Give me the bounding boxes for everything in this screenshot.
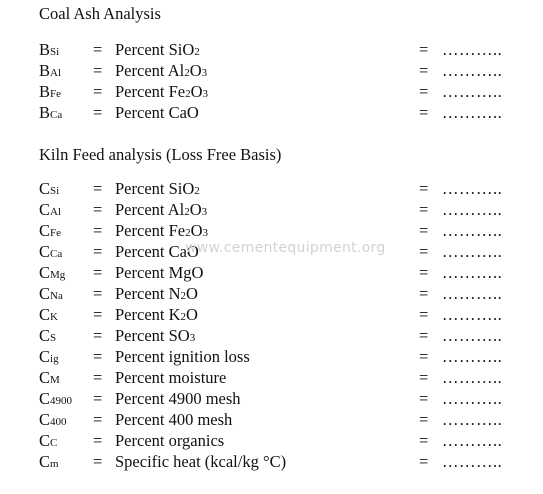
variable-description: Percent moisture (115, 368, 227, 387)
list-item (39, 452, 519, 473)
variable-symbol: CNa (39, 284, 63, 303)
equals-sign: = (419, 347, 429, 366)
equals-sign: = (419, 82, 429, 101)
kiln-feed-heading: Kiln Feed analysis (Loss Free Basis) (39, 145, 282, 164)
blank-value: ……….. (442, 284, 503, 303)
variable-description: Percent Fe2O3 (115, 221, 209, 240)
equals-sign: = (93, 368, 103, 387)
blank-value: ……….. (442, 368, 503, 387)
equals-sign: = (93, 179, 103, 198)
list-item (39, 284, 519, 305)
variable-description: Percent SiO2 (115, 40, 200, 59)
equals-sign: = (419, 179, 429, 198)
variable-description: Percent 400 mesh (115, 410, 233, 429)
variable-description: Percent N2O (115, 284, 198, 303)
blank-value: ……….. (442, 452, 503, 471)
equals-sign: = (419, 221, 429, 240)
blank-value: ……….. (442, 61, 503, 80)
variable-symbol: BSi (39, 40, 60, 59)
list-item (39, 431, 519, 452)
equals-sign: = (419, 40, 429, 59)
variable-symbol: CM (39, 368, 60, 387)
equals-sign: = (419, 326, 429, 345)
list-item (39, 103, 519, 124)
equals-sign: = (93, 431, 103, 450)
equals-sign: = (419, 431, 429, 450)
blank-value: ……….. (442, 389, 503, 408)
equals-sign: = (419, 200, 429, 219)
variable-symbol: CCa (39, 242, 63, 261)
equals-sign: = (93, 40, 103, 59)
variable-description: Percent Fe2O3 (115, 82, 209, 101)
blank-value: ……….. (442, 82, 503, 101)
variable-symbol: CFe (39, 221, 62, 240)
equals-sign: = (93, 263, 103, 282)
list-item (39, 179, 519, 200)
equals-sign: = (419, 452, 429, 471)
equals-sign: = (93, 326, 103, 345)
equals-sign: = (93, 284, 103, 303)
list-item (39, 40, 519, 61)
equals-sign: = (93, 103, 103, 122)
blank-value: ……….. (442, 431, 503, 450)
variable-description: Percent CaO (115, 103, 199, 122)
blank-value: ……….. (442, 242, 503, 261)
equals-sign: = (419, 410, 429, 429)
watermark: www.cementequipment.org (185, 240, 386, 256)
blank-value: ……….. (442, 179, 503, 198)
variable-symbol: BCa (39, 103, 63, 122)
variable-description: Percent ignition loss (115, 347, 250, 366)
blank-value: ……….. (442, 326, 503, 345)
list-item (39, 263, 519, 284)
variable-symbol: CK (39, 305, 58, 324)
equals-sign: = (93, 347, 103, 366)
equals-sign: = (93, 61, 103, 80)
variable-symbol: CC (39, 431, 58, 450)
variable-symbol: CS (39, 326, 57, 345)
list-item (39, 305, 519, 326)
list-item (39, 82, 519, 103)
variable-description: Percent 4900 mesh (115, 389, 241, 408)
variable-description: Percent organics (115, 431, 225, 450)
list-item (39, 61, 519, 82)
equals-sign: = (419, 284, 429, 303)
equals-sign: = (93, 221, 103, 240)
equals-sign: = (93, 242, 103, 261)
blank-value: ……….. (442, 200, 503, 219)
blank-value: ……….. (442, 305, 503, 324)
variable-symbol: BAl (39, 61, 62, 80)
equals-sign: = (419, 61, 429, 80)
variable-symbol: CMg (39, 263, 66, 282)
blank-value: ……….. (442, 410, 503, 429)
equals-sign: = (93, 82, 103, 101)
variable-symbol: Cig (39, 347, 59, 366)
equals-sign: = (93, 389, 103, 408)
equals-sign: = (419, 263, 429, 282)
variable-symbol: BFe (39, 82, 62, 101)
blank-value: ……….. (442, 103, 503, 122)
list-item (39, 389, 519, 410)
variable-description: Percent Al2O3 (115, 200, 208, 219)
variable-description: Percent Al2O3 (115, 61, 208, 80)
equals-sign: = (93, 200, 103, 219)
variable-symbol: CSi (39, 179, 60, 198)
variable-description: Percent CaO (115, 242, 199, 261)
equals-sign: = (419, 305, 429, 324)
blank-value: ……….. (442, 40, 503, 59)
list-item (39, 200, 519, 221)
blank-value: ……….. (442, 347, 503, 366)
variable-description: Percent MgO (115, 263, 204, 282)
variable-description: Percent SiO2 (115, 179, 200, 198)
list-item (39, 368, 519, 389)
list-item (39, 410, 519, 431)
variable-description: Specific heat (kcal/kg °C) (115, 452, 287, 471)
list-item (39, 221, 519, 242)
list-item (39, 326, 519, 347)
blank-value: ……….. (442, 221, 503, 240)
variable-symbol: CAl (39, 200, 62, 219)
variable-symbol: C4900 (39, 389, 73, 408)
equals-sign: = (419, 242, 429, 261)
equals-sign: = (419, 389, 429, 408)
equals-sign: = (419, 103, 429, 122)
variable-symbol: C400 (39, 410, 67, 429)
list-item (39, 347, 519, 368)
equals-sign: = (93, 452, 103, 471)
equals-sign: = (419, 368, 429, 387)
equals-sign: = (93, 410, 103, 429)
coal-ash-heading: Coal Ash Analysis (39, 4, 161, 23)
variable-symbol: Cm (39, 452, 59, 471)
equals-sign: = (93, 305, 103, 324)
variable-description: Percent K2O (115, 305, 198, 324)
blank-value: ……….. (442, 263, 503, 282)
variable-description: Percent SO3 (115, 326, 196, 345)
